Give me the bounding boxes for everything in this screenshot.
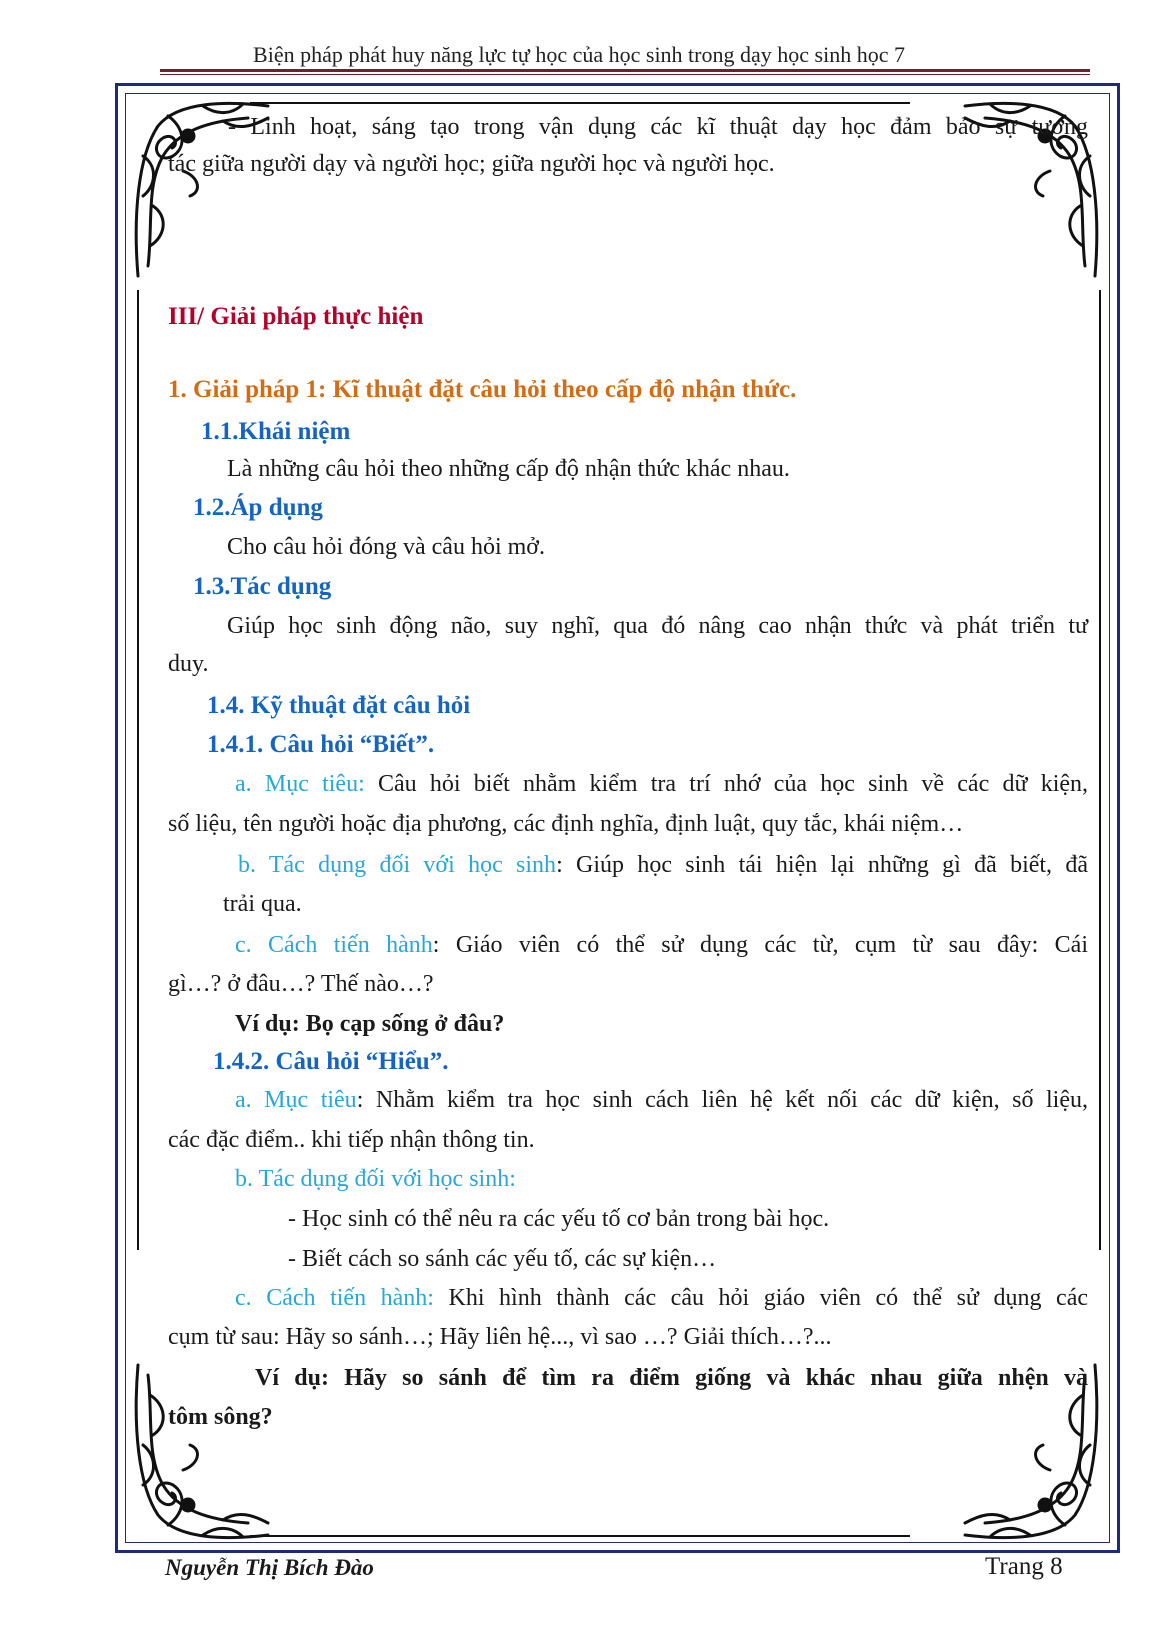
subheading-1-3: 1.3.Tác dụng [193,573,332,600]
paragraph-line: cụm từ sau: Hãy so sánh…; Hãy liên hệ..., vì sao …? Giải thích…?... [168,1324,832,1350]
paragraph-line [235,1086,1088,1114]
section-heading: III/ Giải pháp thực hiện [168,303,424,330]
label-cach-tien-hanh: c. Cách tiến hành [235,932,433,958]
label-muc-tieu: a. Mục tiêu [235,1087,357,1113]
paragraph-line: Giúp học sinh động não, suy nghĩ, qua đó nâng cao nhận thức và phát triển tư [227,613,1088,639]
paragraph-line [238,851,1088,879]
paragraph-line: Cho câu hỏi đóng và câu hỏi mở. [227,534,545,560]
footer-author: Nguyễn Thị Bích Đào [165,1555,374,1580]
text-span: Câu hỏi biết nhằm kiểm tra trí nhớ của học sinh về các dữ kiện, [378,771,1089,797]
paragraph-line [235,931,1088,959]
text-span: Khi hình thành các câu hỏi giáo viên có thể sử dụng các [448,1285,1088,1311]
example-line: tôm sông? [168,1404,273,1430]
subheading-1-2: 1.2.Áp dụng [193,494,323,521]
paragraph-line: duy. [168,651,209,677]
label-tac-dung: b. Tác dụng đối với học sinh [238,852,557,878]
example-line: Ví dụ: Hãy so sánh để tìm ra điểm giống và khác nhau giữa nhện và [255,1365,1088,1391]
list-item: - Biết cách so sánh các yếu tố, các sự kiện… [288,1246,717,1272]
label-muc-tieu: a. Mục tiêu: [235,771,365,797]
paragraph-line [235,770,1088,798]
paragraph-line: gì…? ở đâu…? Thế nào…? [168,971,434,997]
example-line: Ví dụ: Bọ cạp sống ở đâu? [235,1011,505,1037]
text-span: : Giáo viên có thể sử dụng các từ, cụm từ sau đây: Cái [432,932,1088,958]
label-cach-tien-hanh: c. Cách tiến hành: [235,1285,434,1311]
solution-heading: 1. Giải pháp 1: Kĩ thuật đặt câu hỏi theo cấp độ nhận thức. [168,376,797,403]
paragraph-line: các đặc điểm.. khi tiếp nhận thông tin. [168,1127,535,1153]
subheading-1-4: 1.4. Kỹ thuật đặt câu hỏi [207,692,471,719]
label-tac-dung: b. Tác dụng đối với học sinh: [235,1166,516,1192]
footer-page-number: Trang 8 [985,1553,1063,1580]
list-item: - Học sinh có thể nêu ra các yếu tố cơ bản trong bài học. [288,1206,830,1232]
paragraph-line: trải qua. [223,891,302,917]
subheading-1-4-2: 1.4.2. Câu hỏi “Hiểu”. [213,1048,449,1075]
paragraph-line: tác giữa người dạy và người học; giữa người học và người học. [168,151,775,177]
text-span: : Giúp học sinh tái hiện lại những gì đã biết, đã [556,852,1089,878]
text-span: : Nhằm kiểm tra học sinh cách liên hệ kết nối các dữ kiện, số liệu, [356,1087,1088,1113]
paragraph-line: - Linh hoạt, sáng tạo trong vận dụng các kĩ thuật dạy học đảm bảo sự tương [228,114,1088,140]
paragraph-line: Là những câu hỏi theo những cấp độ nhận thức khác nhau. [227,456,790,482]
page-header-title: Biện pháp phát huy năng lực tự học của học sinh trong dạy học sinh học 7 [253,42,905,67]
paragraph-line [235,1284,1088,1312]
subheading-1-1: 1.1.Khái niệm [201,418,351,445]
subheading-1-4-1: 1.4.1. Câu hỏi “Biết”. [207,731,435,758]
paragraph-line: số liệu, tên người hoặc địa phương, các định nghĩa, định luật, quy tắc, khái niệm… [168,811,964,837]
